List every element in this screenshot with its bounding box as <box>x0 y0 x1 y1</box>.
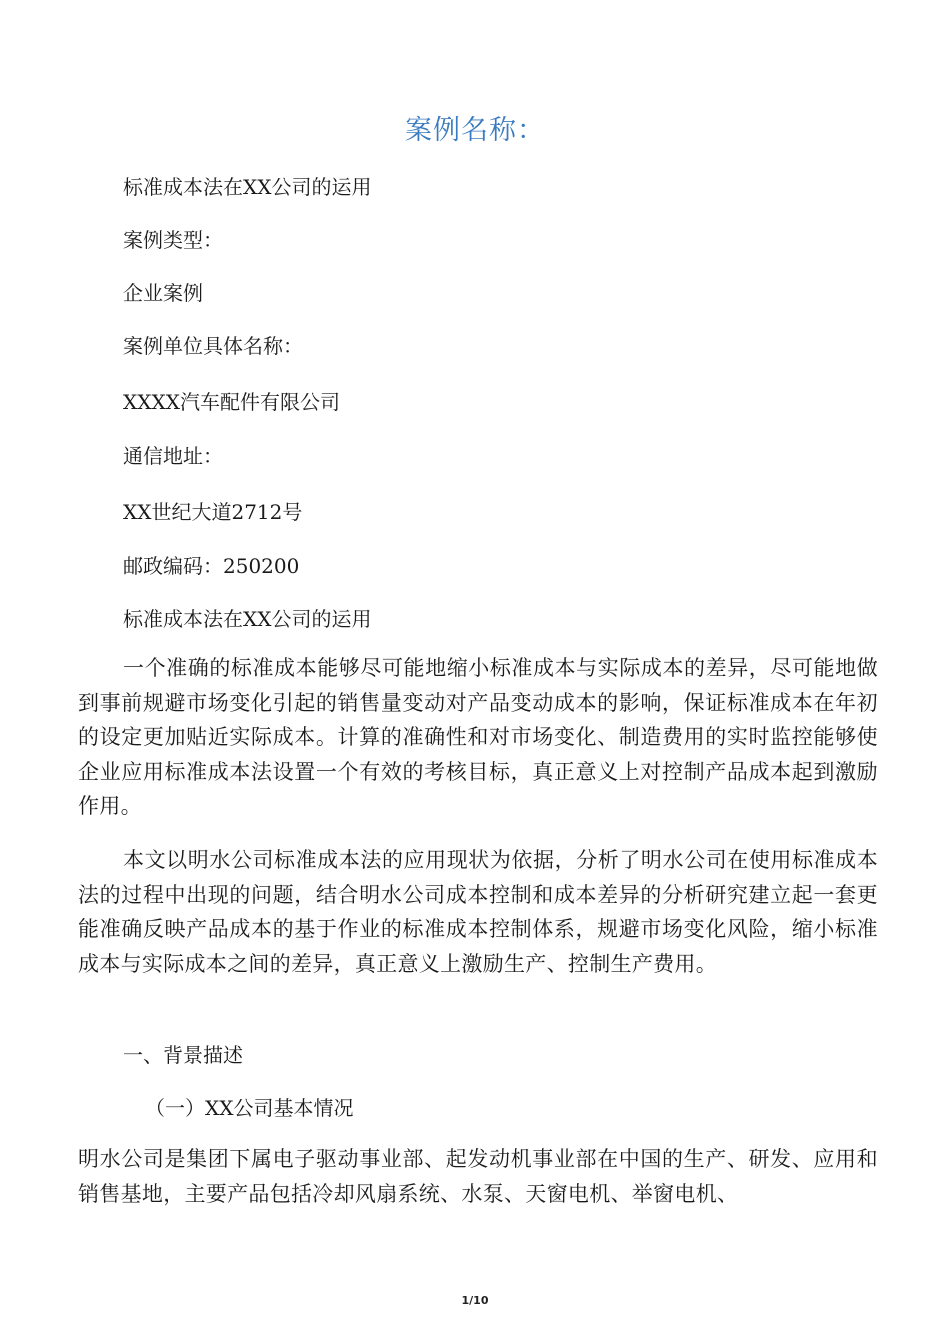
field-postal-code: 邮政编码：250200 <box>123 554 300 578</box>
section-heading: 一、背景描述 <box>123 1043 243 1067</box>
subsection-heading: （一）XX公司基本情况 <box>145 1096 354 1120</box>
field-case-type-value: 企业案例 <box>123 281 203 305</box>
document-title: 案例名称： <box>405 115 545 146</box>
page-number: 1/10 <box>461 1294 489 1307</box>
field-case-type-label: 案例类型： <box>123 228 223 252</box>
field-case-name-value: 标准成本法在XX公司的运用 <box>123 175 372 199</box>
field-unit-name-value: XXXX汽车配件有限公司 <box>123 390 340 414</box>
paragraph-intro-2: 本文以明水公司标准成本法的应用现状为依据，分析了明水公司在使用标准成本法的过程中出现的问题，结合明水公司成本控制和成本差异的分析研究建立起一套更能准确反映产品成本的基于作业的标准成本控制体系，规避市场变化风险，缩小标准成本与实际成本之间的差异，真正意义上激励生产、控制生产费用。 <box>78 848 878 976</box>
article-title: 标准成本法在XX公司的运用 <box>123 607 372 631</box>
paragraph-company-overview: 明水公司是集团下属电子驱动事业部、起发动机事业部在中国的生产、研发、应用和销售基地，主要产品包括冷却风扇系统、水泵、天窗电机、举窗电机、 <box>78 1147 878 1206</box>
field-address-label: 通信地址： <box>123 444 223 468</box>
field-address-value: XX世纪大道2712号 <box>123 500 303 524</box>
field-unit-name-label: 案例单位具体名称： <box>123 334 303 358</box>
paragraph-intro-1: 一个准确的标准成本能够尽可能地缩小标准成本与实际成本的差异，尽可能地做到事前规避市场变化引起的销售量变动对产品变动成本的影响，保证标准成本在年初的设定更加贴近实际成本。计算的准确性和对市场变化、制造费用的实时监控能够使企业应用标准成本法设置一个有效的考核目标，真正意义上对控制产品成本起到激励作用。 <box>78 656 878 818</box>
